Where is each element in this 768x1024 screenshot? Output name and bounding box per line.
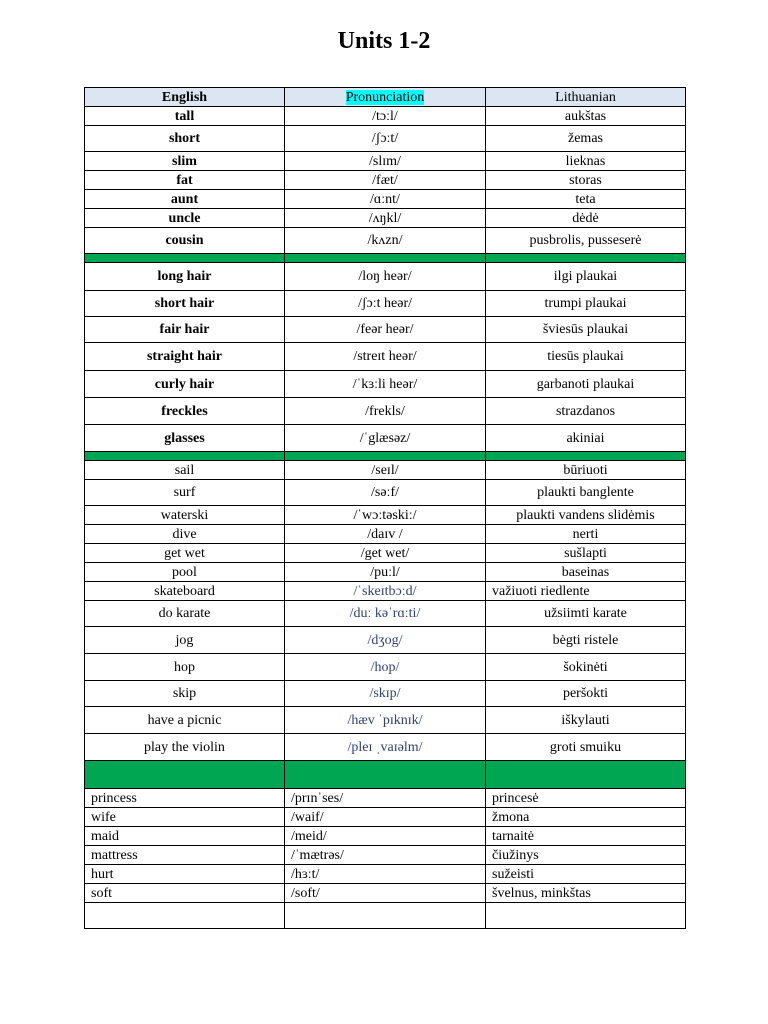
- table-row: [85, 544, 686, 563]
- table-row: [85, 209, 686, 228]
- lithuanian-cell: princesė: [486, 789, 686, 808]
- pronunciation-cell: /ˈwɔːtəskiː/: [285, 506, 486, 525]
- lithuanian-cell: peršokti: [486, 681, 686, 707]
- pronunciation-cell: /hæv ˈpɪknɪk/: [285, 707, 486, 734]
- lithuanian-cell: šokinėti: [486, 654, 686, 681]
- table-row: [85, 601, 686, 627]
- lithuanian-cell: bėgti ristele: [486, 627, 686, 654]
- lithuanian-cell: trumpi plaukai: [486, 291, 686, 317]
- table-row: [85, 681, 686, 707]
- lithuanian-cell: garbanoti plaukai: [486, 371, 686, 398]
- table-row: [85, 480, 686, 506]
- table-row: [85, 461, 686, 480]
- english-cell: freckles: [85, 398, 285, 425]
- table-row: [85, 846, 686, 865]
- table-row: [85, 263, 686, 291]
- separator-cell: [486, 254, 686, 263]
- lithuanian-cell: nerti: [486, 525, 686, 544]
- lithuanian-cell: iškylauti: [486, 707, 686, 734]
- section-separator: [85, 761, 686, 789]
- lithuanian-cell: pusbrolis, pusseserė: [486, 228, 686, 254]
- table-row: [85, 627, 686, 654]
- separator-cell: [85, 254, 285, 263]
- table-row: [85, 525, 686, 544]
- english-cell: wife: [85, 808, 285, 827]
- lithuanian-cell: lieknas: [486, 152, 686, 171]
- lithuanian-cell: sužeisti: [486, 865, 686, 884]
- pronunciation-cell: /seɪl/: [285, 461, 486, 480]
- table-row: [85, 291, 686, 317]
- english-cell: play the violin: [85, 734, 285, 761]
- pronunciation-cell: /feər heər/: [285, 317, 486, 343]
- pronunciation-cell: /puːl/: [285, 563, 486, 582]
- lithuanian-cell: važiuoti riedlente: [486, 582, 686, 601]
- table-row: [85, 152, 686, 171]
- english-cell: glasses: [85, 425, 285, 452]
- lithuanian-cell: [486, 903, 686, 929]
- pronunciation-cell: /ʃɔːt heər/: [285, 291, 486, 317]
- lithuanian-cell: šviesūs plaukai: [486, 317, 686, 343]
- pronunciation-cell: /səːf/: [285, 480, 486, 506]
- pronunciation-cell: /ɑːnt/: [285, 190, 486, 209]
- english-cell: straight hair: [85, 343, 285, 371]
- english-cell: sail: [85, 461, 285, 480]
- pronunciation-cell: /loŋ heər/: [285, 263, 486, 291]
- table-row: [85, 582, 686, 601]
- lithuanian-cell: žemas: [486, 126, 686, 152]
- pronunciation-cell: /kʌzn/: [285, 228, 486, 254]
- table-row: [85, 808, 686, 827]
- lithuanian-cell: ilgi plaukai: [486, 263, 686, 291]
- english-cell: maid: [85, 827, 285, 846]
- lithuanian-cell: tarnaitė: [486, 827, 686, 846]
- separator-cell: [285, 761, 486, 789]
- english-cell: cousin: [85, 228, 285, 254]
- english-cell: soft: [85, 884, 285, 903]
- table-row: [85, 789, 686, 808]
- lithuanian-cell: plaukti vandens slidėmis: [486, 506, 686, 525]
- english-cell: pool: [85, 563, 285, 582]
- lithuanian-cell: baseinas: [486, 563, 686, 582]
- separator-cell: [285, 254, 486, 263]
- lithuanian-cell: būriuoti: [486, 461, 686, 480]
- table-row: [85, 171, 686, 190]
- lithuanian-cell: užsiimti karate: [486, 601, 686, 627]
- table-row: [85, 563, 686, 582]
- pronunciation-cell: /waif/: [285, 808, 486, 827]
- page-title: Units 1-2: [337, 28, 431, 54]
- pronunciation-cell: /pleɪ ˌvaɪəlm/: [285, 734, 486, 761]
- pronunciation-cell: /ˈglæsəz/: [285, 425, 486, 452]
- lithuanian-cell: čiužinys: [486, 846, 686, 865]
- pronunciation-cell: /ʌŋkl/: [285, 209, 486, 228]
- english-cell: fair hair: [85, 317, 285, 343]
- pronunciation-cell: /tɔːl/: [285, 107, 486, 126]
- table-row: [85, 506, 686, 525]
- table-row: [85, 317, 686, 343]
- english-cell: fat: [85, 171, 285, 190]
- english-cell: mattress: [85, 846, 285, 865]
- lithuanian-cell: strazdanos: [486, 398, 686, 425]
- english-cell: do karate: [85, 601, 285, 627]
- english-cell: dive: [85, 525, 285, 544]
- separator-cell: [285, 452, 486, 461]
- english-cell: curly hair: [85, 371, 285, 398]
- table-row: [85, 107, 686, 126]
- pronunciation-cell: /ˈmætrəs/: [285, 846, 486, 865]
- table-row: [85, 903, 686, 929]
- vocabulary-table: [84, 87, 686, 929]
- english-cell: jog: [85, 627, 285, 654]
- english-cell: waterski: [85, 506, 285, 525]
- english-cell: hop: [85, 654, 285, 681]
- english-cell: hurt: [85, 865, 285, 884]
- pronunciation-cell: /soft/: [285, 884, 486, 903]
- table-row: [85, 707, 686, 734]
- lithuanian-cell: aukštas: [486, 107, 686, 126]
- pronunciation-cell: /daɪv /: [285, 525, 486, 544]
- english-cell: short hair: [85, 291, 285, 317]
- pronunciation-cell: /meid/: [285, 827, 486, 846]
- table-header-row: [85, 88, 686, 107]
- pronunciation-cell: /ˈskeɪtbɔːd/: [285, 582, 486, 601]
- english-cell: uncle: [85, 209, 285, 228]
- pronunciation-cell: /ˈkɜːli heər/: [285, 371, 486, 398]
- table-row: [85, 865, 686, 884]
- lithuanian-cell: akiniai: [486, 425, 686, 452]
- table-row: [85, 371, 686, 398]
- section-separator: [85, 254, 686, 263]
- pronunciation-cell: /fæt/: [285, 171, 486, 190]
- pronunciation-cell: /slɪm/: [285, 152, 486, 171]
- header-lithuanian: Lithuanian: [486, 88, 686, 107]
- english-cell: long hair: [85, 263, 285, 291]
- english-cell: [85, 903, 285, 929]
- header-english: English: [85, 88, 285, 107]
- english-cell: get wet: [85, 544, 285, 563]
- table-row: [85, 827, 686, 846]
- pronunciation-cell: /hop/: [285, 654, 486, 681]
- lithuanian-cell: žmona: [486, 808, 686, 827]
- pronunciation-cell: /skɪp/: [285, 681, 486, 707]
- lithuanian-cell: tiesūs plaukai: [486, 343, 686, 371]
- section-separator: [85, 452, 686, 461]
- pronunciation-cell: /duː kəˈrɑːti/: [285, 601, 486, 627]
- lithuanian-cell: plaukti banglente: [486, 480, 686, 506]
- table-row: [85, 126, 686, 152]
- header-pronunciation: [285, 88, 486, 107]
- lithuanian-cell: dėdė: [486, 209, 686, 228]
- separator-cell: [486, 761, 686, 789]
- lithuanian-cell: groti smuiku: [486, 734, 686, 761]
- lithuanian-cell: storas: [486, 171, 686, 190]
- pronunciation-cell: /dʒog/: [285, 627, 486, 654]
- english-cell: have a picnic: [85, 707, 285, 734]
- english-cell: slim: [85, 152, 285, 171]
- lithuanian-cell: švelnus, minkštas: [486, 884, 686, 903]
- english-cell: surf: [85, 480, 285, 506]
- table-row: [85, 398, 686, 425]
- lithuanian-cell: teta: [486, 190, 686, 209]
- pronunciation-cell: /hɜːt/: [285, 865, 486, 884]
- pronunciation-cell: [285, 903, 486, 929]
- separator-cell: [85, 761, 285, 789]
- pronunciation-cell: /get wet/: [285, 544, 486, 563]
- separator-cell: [85, 452, 285, 461]
- english-cell: skateboard: [85, 582, 285, 601]
- english-cell: skip: [85, 681, 285, 707]
- english-cell: short: [85, 126, 285, 152]
- table-row: [85, 228, 686, 254]
- header-pronunciation-label: Pronunciation: [345, 89, 425, 105]
- table-row: [85, 190, 686, 209]
- english-cell: princess: [85, 789, 285, 808]
- english-cell: aunt: [85, 190, 285, 209]
- pronunciation-cell: /streɪt heər/: [285, 343, 486, 371]
- lithuanian-cell: sušlapti: [486, 544, 686, 563]
- table-row: [85, 884, 686, 903]
- pronunciation-cell: /frekls/: [285, 398, 486, 425]
- table-row: [85, 734, 686, 761]
- pronunciation-cell: /prɪnˈses/: [285, 789, 486, 808]
- table-row: [85, 425, 686, 452]
- separator-cell: [486, 452, 686, 461]
- english-cell: tall: [85, 107, 285, 126]
- pronunciation-cell: /ʃɔːt/: [285, 126, 486, 152]
- table-row: [85, 343, 686, 371]
- table-row: [85, 654, 686, 681]
